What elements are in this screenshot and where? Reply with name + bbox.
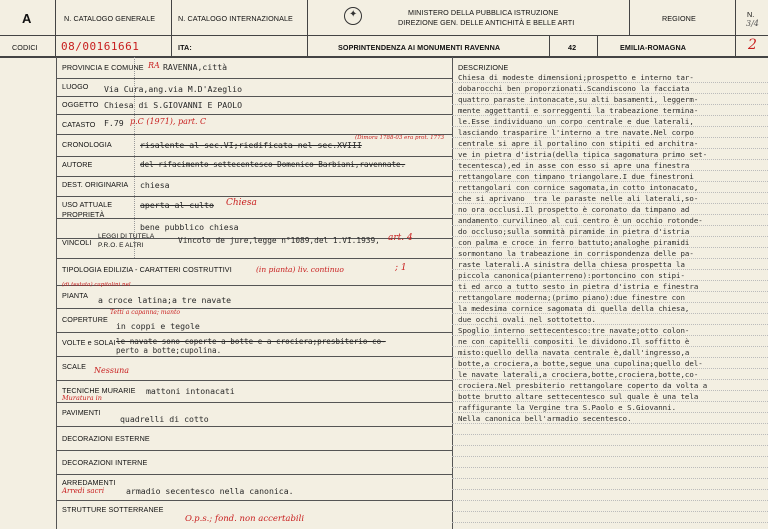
- description-line: lasciando trasparire l'interno a tre navate.Nel corpo: [458, 128, 694, 137]
- coperture-label: COPERTURE: [62, 315, 108, 324]
- decorazioni-esterne-label: DECORAZIONI ESTERNE: [62, 434, 150, 443]
- ita-label: ITA:: [178, 43, 192, 52]
- description-line: raste laterali.A sinistra della chiesa prospetta la: [458, 260, 685, 269]
- emblem-star-icon: ✦: [349, 9, 358, 20]
- ruled-line: [452, 313, 768, 314]
- page-num-cell: [736, 36, 768, 57]
- description-line: mente aggettanti e sorreggenti la trabeazione termina-: [458, 106, 699, 115]
- pavimenti-label: PAVIMENTI: [62, 408, 101, 417]
- description-line: rettangolare con timpano triangolare.I due finestroni: [458, 172, 694, 181]
- tecniche-label: TECNICHE MURARIE: [62, 386, 136, 395]
- scale-hand: Nessuna: [94, 366, 130, 375]
- autore-value: del rifacimento settecentesco Domenico Barbiani,ravennate.: [140, 160, 406, 169]
- ruled-line: [452, 390, 768, 391]
- proprieta-value: bene pubblico chiesa: [140, 222, 239, 232]
- ita-cell: [172, 36, 308, 57]
- description-line: le.Esse individuano un corpo centrale e due laterali,: [458, 117, 694, 126]
- tipologia-hand: (in pianta) liv. continuo: [256, 265, 344, 274]
- catalogo-generale-cell: [56, 0, 172, 36]
- n-header-cell: [736, 0, 768, 36]
- description-line: le navate laterali,a crociera,botte,crociera,botte,co-: [458, 370, 699, 379]
- regione-name: EMILIA-ROMAGNA: [620, 43, 687, 52]
- vincoli-hand: art. 4: [388, 233, 413, 243]
- cronologia-label: CRONOLOGIA: [62, 140, 112, 149]
- ruled-line: [452, 478, 768, 479]
- ruled-line: [452, 170, 768, 171]
- regione-code: 42: [568, 43, 577, 52]
- volte-label: VOLTE e SOLAI: [62, 338, 116, 347]
- codice-value: 08/00161661: [61, 40, 140, 53]
- row-line: [56, 196, 452, 197]
- ruled-line: [452, 346, 768, 347]
- vincoli-value: Vincolo de jure,legge n°1089,del 1.VI.1939,: [178, 236, 380, 245]
- ruled-line: [452, 368, 768, 369]
- soprintendenza: SOPRINTENDENZA AI MONUMENTI RAVENNA: [338, 43, 501, 52]
- ruled-line: [452, 280, 768, 281]
- row-line: [56, 156, 452, 157]
- ruled-line: [452, 456, 768, 457]
- row-line: [56, 176, 452, 177]
- row-line: [56, 426, 452, 427]
- row-line: [56, 258, 452, 259]
- ruled-line: [452, 137, 768, 138]
- ruled-line: [452, 104, 768, 105]
- description-text: [458, 72, 764, 424]
- ruled-line: [452, 115, 768, 116]
- ruled-line: [452, 335, 768, 336]
- n-value-hand: 3/4: [746, 19, 759, 28]
- description-line: tecentesca),ed in asse con esso si apre una finestra: [458, 161, 690, 170]
- codici-label: CODICI: [12, 43, 38, 52]
- dest-label: DEST. ORIGINARIA: [62, 180, 129, 189]
- pro-label: P.R.O. E ALTRI: [98, 242, 144, 249]
- row-line: [56, 96, 452, 97]
- description-line: crociera.Nel presbiterio rettangolare coperto da volta a: [458, 381, 708, 390]
- ruled-line: [452, 357, 768, 358]
- ministry-line2: DIREZIONE GEN. DELLE ANTICHITÀ E BELLE ARTI: [398, 18, 575, 27]
- uso-value: aperta al culto: [140, 200, 214, 210]
- row-line: [56, 114, 452, 115]
- oggetto-label: OGGETTO: [62, 100, 99, 109]
- row-line: [56, 474, 452, 475]
- description-line: centrale si apre il portalino con stipiti ed architra-: [458, 139, 699, 148]
- description-line: dobarocchi ben proporzionati.Scandiscono la facciata: [458, 84, 690, 93]
- description-line: ve in pietra d'istria(della tipica sagomatura primo set-: [458, 150, 708, 159]
- ruled-line: [452, 181, 768, 182]
- ruled-line: [452, 126, 768, 127]
- provincia-hand: RA: [148, 61, 160, 70]
- dest-value: chiesa: [140, 180, 170, 190]
- ruled-line: [452, 192, 768, 193]
- description-line: botte brutto altare settecentesco sul quale è una tela: [458, 392, 699, 401]
- description-line: raffigurante la Vergine tra S.Paolo e S.Giovanni.: [458, 403, 677, 412]
- description-line: Chiesa di modeste dimensioni;prospetto e interno tar-: [458, 73, 694, 82]
- ministry-cell: [308, 0, 630, 36]
- description-line: do occluso;sulla sommità piramide in pietra d'istria: [458, 227, 690, 236]
- description-line: con palma e croce in ferro battuto;analoghe piramidi: [458, 238, 690, 247]
- ruled-line: [452, 467, 768, 468]
- ruled-line: [452, 445, 768, 446]
- description-line: la medesima cornice sagomata di quella della chiesa,: [458, 304, 690, 313]
- cronologia-value: risalente al sec.VI;riedificata nel sec.XVIII: [140, 140, 362, 150]
- description-line: piccola canonica(pianterreno):portoncino con stipi-: [458, 271, 685, 280]
- ruled-line: [452, 434, 768, 435]
- row-line: [56, 500, 452, 501]
- description-line: che si aprivano tra le paraste nelle ali laterali,so-: [458, 194, 699, 203]
- ministry-line1: MINISTERO DELLA PUBBLICA ISTRUZIONE: [408, 8, 559, 17]
- description-line: sormontano la trabeazione in corrispondenza delle pa-: [458, 249, 694, 258]
- pavimenti-value: quadrelli di cotto: [120, 414, 209, 424]
- luogo-label: LUOGO: [62, 82, 89, 91]
- tipologia-label: TIPOLOGIA EDILIZIA - CARATTERI COSTRUTTIVI: [62, 265, 232, 274]
- uso-label: USO ATTUALE: [62, 200, 113, 209]
- ruled-line: [452, 148, 768, 149]
- ruled-line: [452, 423, 768, 424]
- leggi-label: LEGGI DI TUTELA: [98, 233, 155, 240]
- coperture-hand: Tetti a capanna; manto: [110, 309, 180, 316]
- description-line: misto:quello della navata centrale è,dall'ingresso,a: [458, 348, 690, 357]
- pianta-label: PIANTA: [62, 291, 89, 300]
- descrizione-label: DESCRIZIONE: [458, 63, 509, 72]
- volte-value-1: le navate sono coperte a botte e a crociera;presbiterio co-: [116, 337, 386, 346]
- arredamenti-hand: Arredi sacri: [62, 487, 105, 495]
- description-line: andamento curvilineo al cui centro è un occhio rotonde-: [458, 216, 703, 225]
- description-line: ti ed arco a tutto sesto in pietra d'istria e finestra: [458, 282, 699, 291]
- strutture-hand: O.p.s.; fond. non accertabili: [185, 514, 305, 524]
- ruled-line: [452, 522, 768, 523]
- ruled-line: [452, 500, 768, 501]
- tecniche-value: mattoni intonacati: [146, 386, 235, 396]
- description-line: no ora occlusi.Il prospetto è coronato da timpano ad: [458, 205, 690, 214]
- provincia-label: PROVINCIA E COMUNE: [62, 63, 144, 72]
- proprieta-label: PROPRIETÀ: [62, 210, 105, 219]
- row-line: [56, 450, 452, 451]
- catalogo-generale-label: N. CATALOGO GENERALE: [64, 14, 156, 23]
- catasto-hand: p.C (1971), part. C: [130, 117, 207, 126]
- row-line: [56, 380, 452, 381]
- ruled-line: [452, 302, 768, 303]
- ruled-line: [452, 236, 768, 237]
- ruled-line: [452, 401, 768, 402]
- page-num-hand: 2: [748, 37, 757, 53]
- scale-label: SCALE: [62, 362, 87, 371]
- n-label: N.: [747, 10, 755, 19]
- description-line: quattro paraste intonacate,su alti basamenti, leggerm-: [458, 95, 699, 104]
- row-line: [56, 78, 452, 79]
- ruled-line: [452, 82, 768, 83]
- catasto-label: CATASTO: [62, 120, 96, 129]
- tecniche-hand: Muratura in: [62, 394, 102, 402]
- provincia-value: RAVENNA,città: [163, 62, 228, 72]
- regione-name-cell: [598, 36, 736, 57]
- strutture-label: STRUTTURE SOTTERRANEE: [62, 505, 164, 514]
- cronologia-hand: (Dimora 1788-03 era prot. 1773: [355, 135, 445, 141]
- ruled-line: [452, 489, 768, 490]
- oggetto-value: Chiesa di S.GIOVANNI E PAOLO: [104, 100, 243, 110]
- description-line: rettangolari con cornice sagomata,in cotto intonacato,: [458, 183, 699, 192]
- description-line: rettangolare moderna;(primo piano):due finestre con: [458, 293, 685, 302]
- pianta-value: a croce latina;a tre navate: [98, 295, 232, 305]
- row-line: [56, 332, 452, 333]
- ruled-line: [452, 269, 768, 270]
- codici-label-cell: [0, 36, 56, 57]
- regione-code-cell: [550, 36, 598, 57]
- row-line: [56, 402, 452, 403]
- ruled-line: [452, 225, 768, 226]
- ruled-line: [452, 203, 768, 204]
- ruled-line: [452, 93, 768, 94]
- ruled-line: [452, 159, 768, 160]
- catalogo-internazionale-cell: [172, 0, 308, 36]
- row-line: [56, 218, 452, 219]
- card-header: [0, 0, 768, 58]
- catasto-value: F.79: [104, 118, 124, 128]
- left-margin-divider: [56, 57, 57, 529]
- soprintendenza-cell: [308, 36, 550, 57]
- arredamenti-label: ARREDAMENTI: [62, 478, 116, 487]
- coperture-value: in coppi e tegole: [116, 321, 200, 331]
- ruled-line: [452, 324, 768, 325]
- description-line: due occhi ovali nel sottotetto.: [458, 315, 596, 324]
- uso-hand: Chiesa: [226, 198, 257, 208]
- section-letter-cell: [0, 0, 56, 36]
- ruled-line: [452, 379, 768, 380]
- ruled-line: [452, 258, 768, 259]
- description-line: Nella canonica bell'armadio secentesco.: [458, 414, 632, 423]
- catalogo-internazionale-label: N. CATALOGO INTERNAZIONALE: [178, 14, 293, 23]
- description-line: Spoglio interno settecentesco:tre navate;otto colon-: [458, 326, 690, 335]
- luogo-value: Via Cura,ang.via M.D'Azeglio: [104, 84, 243, 94]
- regione-label: REGIONE: [662, 14, 696, 23]
- ruled-line: [452, 412, 768, 413]
- ruled-line: [452, 291, 768, 292]
- row-line: [56, 356, 452, 357]
- vincoli-label: VINCOLI: [62, 238, 92, 247]
- volte-value-2: perto a botte;cupolina.: [116, 346, 222, 355]
- autore-label: AUTORE: [62, 160, 93, 169]
- description-line: ne con capitelli compositi le dividono.Il soffitto è: [458, 337, 690, 346]
- ruled-line: [452, 214, 768, 215]
- decorazioni-interne-label: DECORAZIONI INTERNE: [62, 458, 148, 467]
- pianta-hand: (di testata) capitolini nel: [62, 282, 131, 288]
- ruled-line: [452, 247, 768, 248]
- tipologia-hand-2: ; 1: [395, 263, 407, 273]
- ruled-line: [452, 511, 768, 512]
- center-divider: [452, 57, 453, 529]
- codice-value-cell: [56, 36, 172, 57]
- section-letter: A: [22, 11, 32, 26]
- description-line: botte,a crociera,a botte,segue una cupolina;quello del-: [458, 359, 703, 368]
- arredamenti-value: armadio secentesco nella canonica.: [126, 486, 294, 496]
- regione-header-cell: [630, 0, 736, 36]
